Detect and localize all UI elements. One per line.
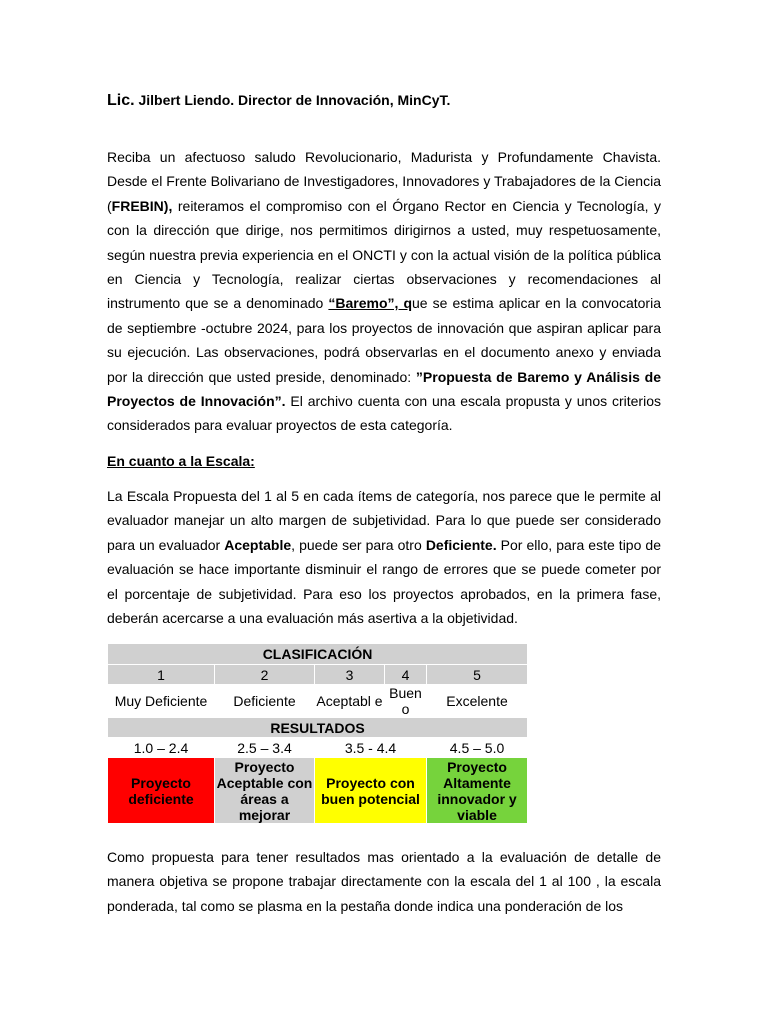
clasificacion-header: CLASIFICACIÓN [108, 644, 528, 665]
classification-table [107, 643, 528, 824]
scale-number-1: 1 [108, 665, 215, 685]
range-3: 3.5 - 4.4 [315, 738, 427, 758]
p1-text-1: Reciba un afectuoso saludo Revolucionario, Madurista y Profundamente Chavista. Desde el Frente Bolivariano de Investigadores, Innovadores y Trabajadores de la Ciencia ( [107, 149, 661, 214]
range-1: 1.0 – 2.4 [108, 738, 215, 758]
section-heading: En cuanto a la Escala: [107, 453, 255, 469]
scale-label-2: Deficiente [215, 685, 315, 718]
p2-bold-deficiente: Deficiente. [425, 536, 497, 553]
addressee-line [107, 90, 667, 111]
p2-bold-aceptable: Aceptable [224, 536, 292, 553]
scale-number-3: 3 [315, 665, 385, 685]
scale-paragraph [107, 484, 661, 630]
p1-bold-title: ”Propuesta de Baremo y Análisis de Proyectos de Innovación”. [107, 368, 661, 410]
scale-number-5: 5 [427, 665, 528, 685]
proposal-paragraph: Como propuesta para tener resultados mas orientado a la evaluación de detalle de manera objetiva se propone trabajar directamente con la escala del 1 al 100 , la escala ponderada, tal como se plasma en la pestaña donde indica una ponderación de los [107, 849, 661, 914]
result-buen-potencial: Proyecto con buen potencial [315, 758, 427, 824]
range-4: 4.5 – 5.0 [427, 738, 528, 758]
p1-text-3: ue se estima aplicar en la convocatoria de septiembre -octubre 2024, para los proyectos de innovación que aspiran aplicar para su ejecución. Las observaciones, podrá observarlas en el documento anexo y enviada por la dirección que usted preside, denominado: [107, 295, 661, 385]
p2-text-1: La Escala Propuesta del 1 al 5 en cada ítems de categoría, nos parece que le permite al evaluador manejar un alto margen de subjetividad. Para lo que puede ser considerado para un evaluador [107, 488, 661, 553]
addressee-name: Jilbert Liendo. Director de Innovación, MinCyT. [138, 92, 451, 108]
p1-bold-baremo: “Baremo”, q [328, 295, 413, 312]
scale-number-2: 2 [215, 665, 315, 685]
scale-label-1: Muy Deficiente [108, 685, 215, 718]
scale-label-4: Buen o [385, 685, 427, 718]
range-2: 2.5 – 3.4 [215, 738, 315, 758]
result-aceptable: Proyecto Aceptable con áreas a mejorar [215, 758, 315, 824]
p2-text-3: Por ello, para este tipo de evaluación se hace importante disminuir el rango de errores que se puede cometer por el porcentaje de subjetividad. Para eso los proyectos aprobados, en la primera fase, deberán acercarse a una evaluación más asertiva a la objetividad. [107, 536, 661, 627]
p1-text-4: El archivo cuenta con una escala propusta y unos criterios considerados para evaluar proyectos de esta categoría. [107, 393, 661, 434]
resultados-header: RESULTADOS [108, 718, 528, 738]
scale-number-4: 4 [385, 665, 427, 685]
p2-text-2: , puede ser para otro [291, 536, 426, 553]
result-innovador: Proyecto Altamente innovador y viable [427, 758, 528, 824]
title-prefix: Lic. [107, 92, 135, 109]
p1-bold-frebin: FREBIN), [111, 197, 173, 214]
greeting-paragraph [107, 145, 661, 438]
scale-label-3: Aceptabl e [315, 685, 385, 718]
p1-text-2: reiteramos el compromiso con el Órgano Rector en Ciencia y Tecnología, y con la dirección que dirige, nos permitimos dirigirnos a usted, muy respetuosamente, según nuestra previa experiencia en el ONCTI y con la actual visión de la política pública en Ciencia y Tecnología, realizar ciertas observaciones y recomendaciones al instrumento que se a denominado [107, 197, 661, 312]
result-deficiente: Proyecto deficiente [108, 758, 215, 824]
scale-label-5: Excelente [427, 685, 528, 718]
